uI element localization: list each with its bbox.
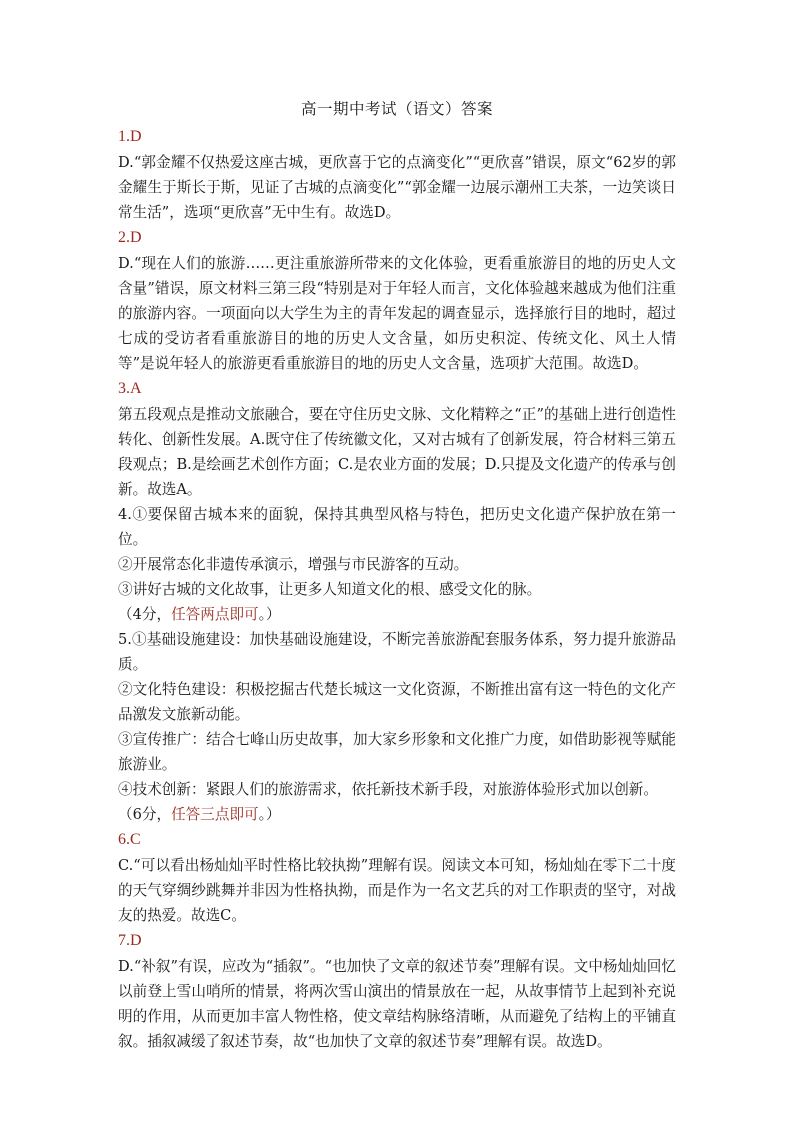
q4-score-note [118,602,676,627]
q5-point-3: ③宣传推广：结合七峰山历史故事，加大家乡形象和文化推广力度，如借助影视等赋能旅游业。 [118,731,676,773]
q3-explanation: 第五段观点是推动文旅融合，要在守住历史文脉、文化精粹之“正”的基础上进行创造性转化、创新性发展。A.既守住了传统徽文化，又对古城有了创新发展，符合材料三第五段观点；B.是绘画艺术创作方面；C.是农业方面的发展；D.只提及文化遗产的传承与创新。故选A。 [118,406,676,498]
q5-score-note [118,802,676,827]
q7-explanation: D.“补叙”有误，应改为“插叙”。“也加快了文章的叙述节奏”理解有误。文中杨灿灿回忆以前登上雪山哨所的情景，将两次雪山演出的情景放在一起，从故事情节上起到补充说明的作用，从而更加丰富人物性格，使文章结构脉络清晰，从而避免了结构上的平铺直叙。插叙减缓了叙述节奏，故“也加快了文章的叙述节奏”理解有误。故选D。 [118,958,676,1050]
q3-answer: 3.A [118,380,142,397]
q4-score-open: （4分， [118,606,172,623]
q2-explanation: D.“现在人们的旅游……更注重旅游所带来的文化体验，更看重旅游目的地的历史人文含量”错误，原文材料三第三段“特别是对于年轻人而言，文化体验越来越成为他们注重的旅游内容。一项面向以大学生为主的青年发起的调查显示，选择旅行目的地时，超过七成的受访者看重旅游目的地的历史人文含量，如历史积淀、传统文化、风土人情等”是说年轻人的旅游更看重旅游目的地的历史人文含量，选项扩大范围。故选D。 [118,255,676,372]
q1-answer: 1.D [118,128,142,145]
q5-point-2: ②文化特色建设：积极挖掘古代楚长城这一文化资源，不断推出富有这一特色的文化产品激发文旅新动能。 [118,681,676,723]
q2-answer: 2.D [118,229,142,246]
page-title: 高一期中考试（语文）答案 [300,100,493,118]
q5-score-close: 。） [258,806,281,823]
q4-point-3: ③讲好古城的文化故事，让更多人知道文化的根、感受文化的脉。 [118,581,542,598]
q7-answer: 7.D [118,932,142,949]
q4-score-rule: 任答两点即可 [171,606,259,623]
q1-explanation: D.“郭金耀不仅热爱这座古城，更欣喜于它的点滴变化”“更欣喜”错误，原文“62岁的郭金耀生于斯长于斯，见证了古城的点滴变化”“郭金耀一边展示潮州工夫茶，一边笑谈日常生活”，选项“更欣喜”无中生有。故选D。 [118,154,676,221]
q5-point-4: ④技术创新：紧跟人们的旅游需求，依托新技术新手段，对旅游体验形式加以创新。 [118,781,658,798]
q5-score-open: （6分， [118,806,172,823]
q5-point-1: 5.①基础设施建设：加快基础设施建设，不断完善旅游配套服务体系，努力提升旅游品质。 [118,631,676,673]
q6-explanation: C.“可以看出杨灿灿平时性格比较执拗”理解有误。阅读文本可知，杨灿灿在零下二十度的天气穿绸纱跳舞并非因为性格执拗，而是作为一名文艺兵的对工作职责的坚守，对战友的热爱。故选C。 [118,857,676,924]
q4-point-2: ②开展常态化非遗传承演示，增强与市民游客的互动。 [118,556,469,573]
q5-score-rule: 任答三点即可 [171,806,259,823]
q6-answer: 6.C [118,831,141,848]
q4-score-close: 。） [258,606,281,623]
q4-point-1: 4.①要保留古城本来的面貌，保持其典型风格与特色，把历史文化遗产保护放在第一位。 [118,506,676,548]
